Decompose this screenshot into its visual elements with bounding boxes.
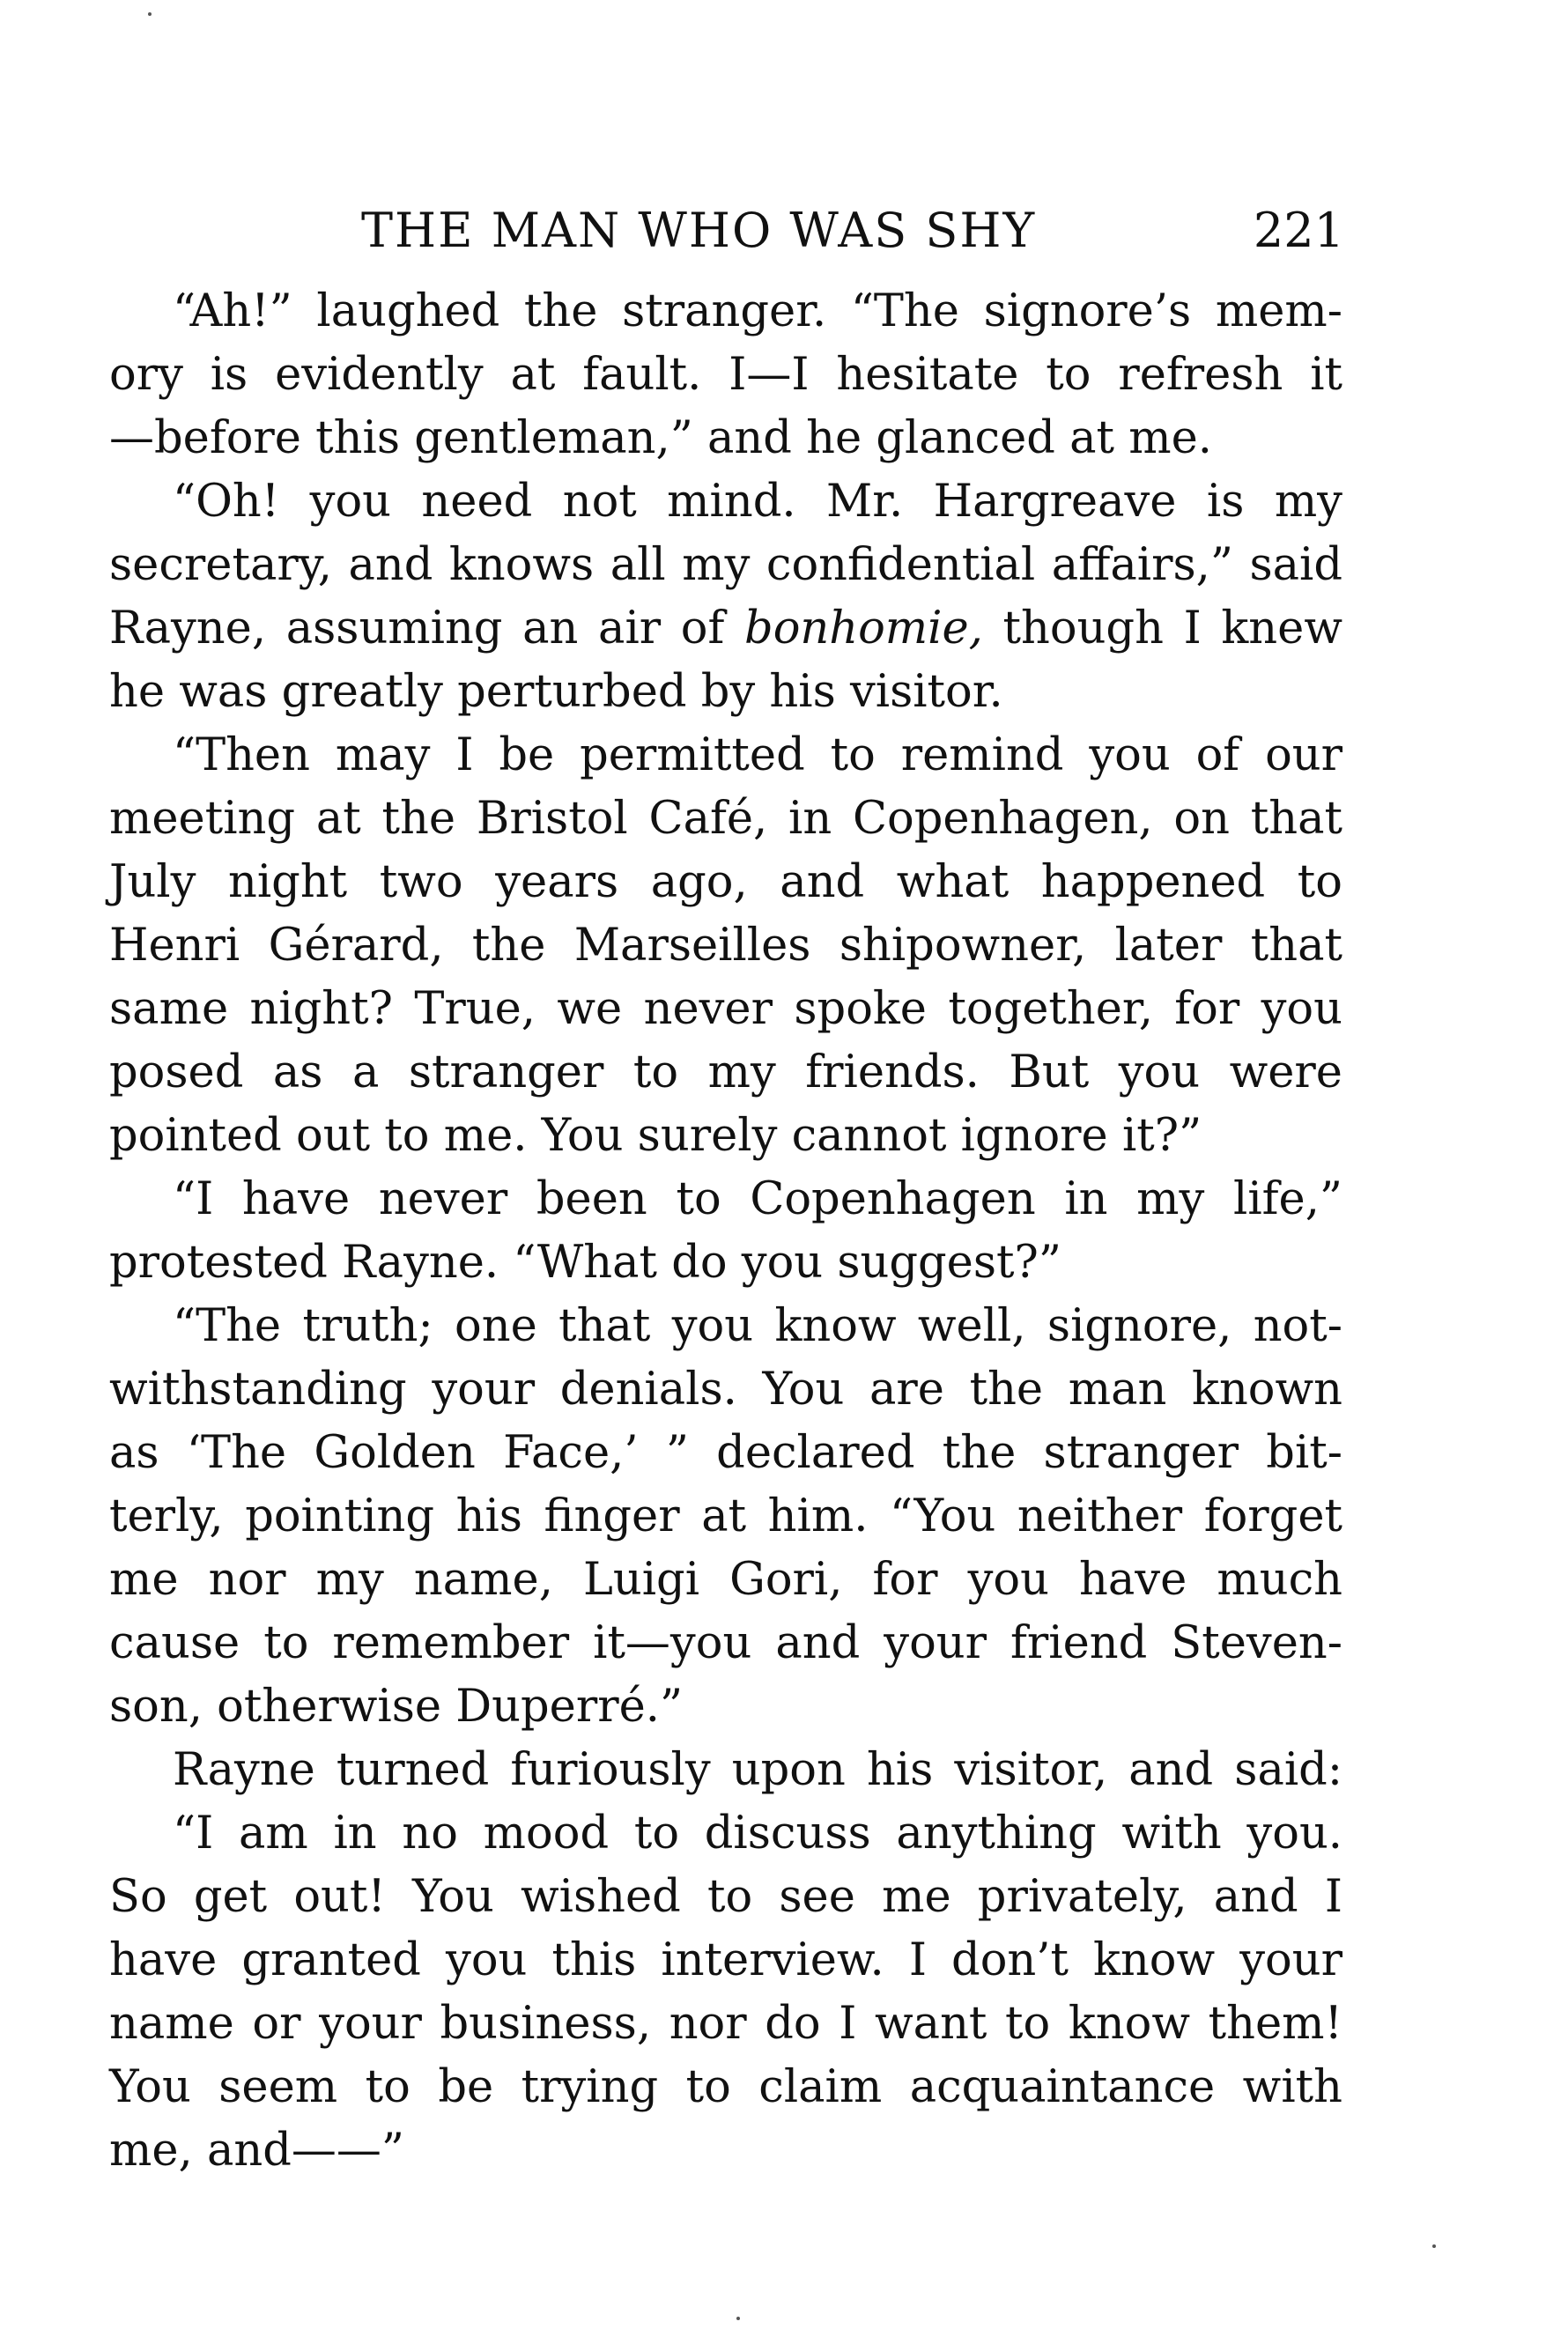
text-line: “Ah!” laughed the stranger. “The signore’s mem- [173,285,1342,337]
text-line: me, and——” [109,2125,404,2177]
text-line: son, otherwise Duperré.” [109,1681,684,1733]
text-line: You seem to be trying to claim acquaintance with [109,2061,1342,2113]
text-line: ory is evidently at fault. I—I hesitate to refresh it [109,349,1342,401]
running-head: THE MAN WHO WAS SHY [361,203,1037,258]
text-line: July night two years ago, and what happened to [109,856,1342,908]
page-number: 221 [1253,203,1344,258]
text-line: have granted you this interview. I don’t know your [109,1934,1342,1986]
text-line: name or your business, nor do I want to know them! [109,1998,1342,2050]
text-line: withstanding your denials. You are the man known [109,1364,1342,1416]
page-header [109,196,1342,266]
text-line: “Then may I be permitted to remind you of our [173,729,1342,781]
scan-speck [736,2317,740,2320]
text-line: he was greatly perturbed by his visitor. [109,666,1003,718]
text-line: “I have never been to Copenhagen in my life,” [173,1173,1342,1225]
text-run: Rayne, assuming an air of [109,603,745,654]
text-line: me nor my name, Luigi Gori, for you have much [109,1554,1342,1606]
text-line: So get out! You wished to see me privately, and I [109,1871,1342,1923]
body-text [109,280,1342,2183]
text-line: “I am in no mood to discuss anything with you. [173,1808,1342,1860]
text-line: Rayne turned furiously upon his visitor, and said: [173,1744,1342,1796]
text-line: as ‘The Golden Face,’ ” declared the stranger bit- [109,1427,1342,1479]
text-run: though I knew [982,603,1342,654]
text-line: same night? True, we never spoke together, for you [109,983,1342,1035]
text-line: “Oh! you need not mind. Mr. Hargreave is my [173,476,1342,528]
text-line: pointed out to me. You surely cannot ignore it?” [109,1110,1202,1162]
text-line: meeting at the Bristol Café, in Copenhagen, on that [109,793,1342,845]
text-line: —before this gentleman,” and he glanced at me. [109,412,1213,464]
text-line: protested Rayne. “What do you suggest?” [109,1237,1061,1289]
text-line: Henri Gérard, the Marseilles shipowner, later that [109,920,1342,972]
italic-term: bonhomie, [744,603,983,654]
scan-speck [1432,2244,1436,2248]
text-line: terly, pointing his finger at him. “You neither forget [109,1490,1342,1542]
text-line [109,597,1342,661]
scan-speck [148,12,152,16]
text-line: “The truth; one that you know well, signore, not- [173,1300,1342,1352]
text-line: posed as a stranger to my friends. But you were [109,1046,1342,1098]
text-line: cause to remember it—you and your friend Steven- [109,1617,1342,1669]
text-line: secretary, and knows all my confidential affairs,” said [109,539,1342,591]
